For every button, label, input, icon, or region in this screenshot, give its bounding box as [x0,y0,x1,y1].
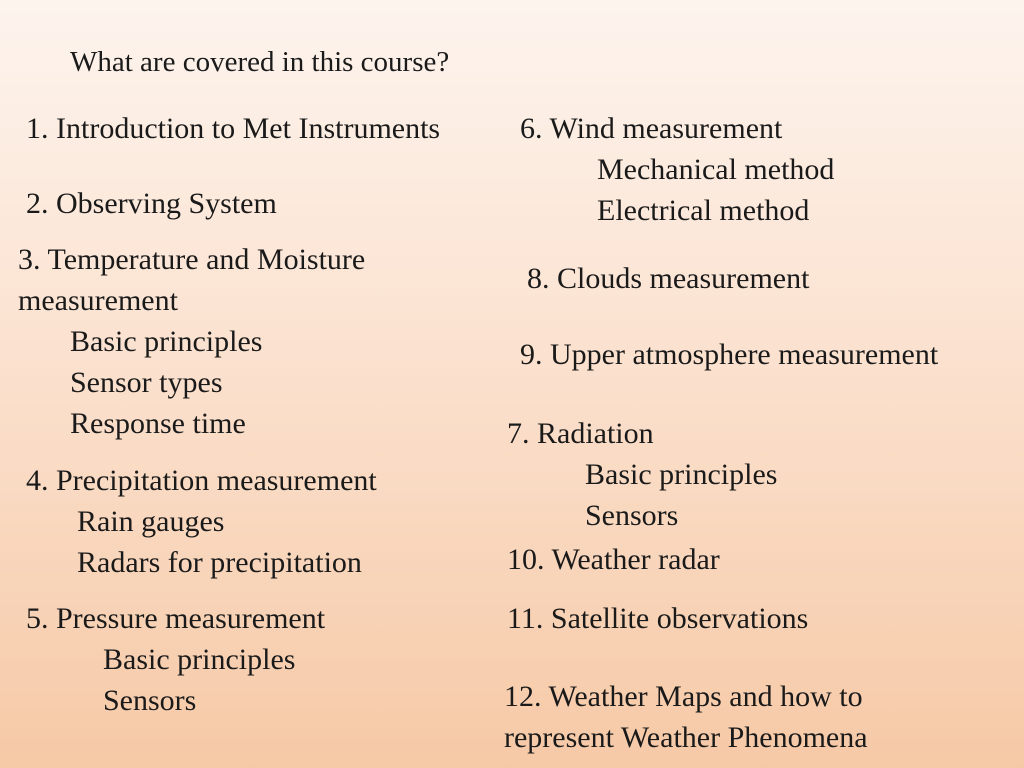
topic-3-line2: measurement [18,284,178,317]
topic-1: 1. Introduction to Met Instruments [26,112,441,145]
topic-4-sub-2: Radars for precipitation [77,546,362,579]
topic-12 [504,676,868,758]
topic-12-line1: 12. Weather Maps and how to [504,680,863,713]
topic-5 [26,598,325,721]
topic-6-sub-2: Electrical method [597,194,810,227]
topic-12-line2: represent Weather Phenomena [504,721,868,754]
topic-3-sub-1: Basic principles [70,325,263,358]
topic-5-sub-2: Sensors [103,684,197,717]
topic-4-label: 4. Precipitation measurement [26,464,377,497]
topic-6 [520,108,834,231]
topic-8: 8. Clouds measurement [527,262,810,295]
topic-3-sub-3: Response time [70,407,246,440]
topic-11: 11. Satellite observations [507,602,809,635]
topic-7-label: 7. Radiation [507,417,654,450]
topic-5-label: 5. Pressure measurement [26,602,326,635]
topic-3-line1: 3. Temperature and Moisture [18,243,366,276]
topic-9: 9. Upper atmosphere measurement [520,338,939,371]
topic-3-sub-2: Sensor types [70,366,223,399]
topic-6-sub-1: Mechanical method [597,153,835,186]
topic-7 [507,413,777,536]
topic-3 [18,239,365,444]
topic-4-sub-1: Rain gauges [77,505,225,538]
slide-title: What are covered in this course? [70,46,450,78]
topic-2: 2. Observing System [26,187,277,220]
topic-7-sub-1: Basic principles [585,458,778,491]
topic-7-sub-2: Sensors [585,499,679,532]
topic-10: 10. Weather radar [507,543,720,576]
topic-6-label: 6. Wind measurement [520,112,783,145]
topic-4 [26,460,377,583]
topic-5-sub-1: Basic principles [103,643,296,676]
